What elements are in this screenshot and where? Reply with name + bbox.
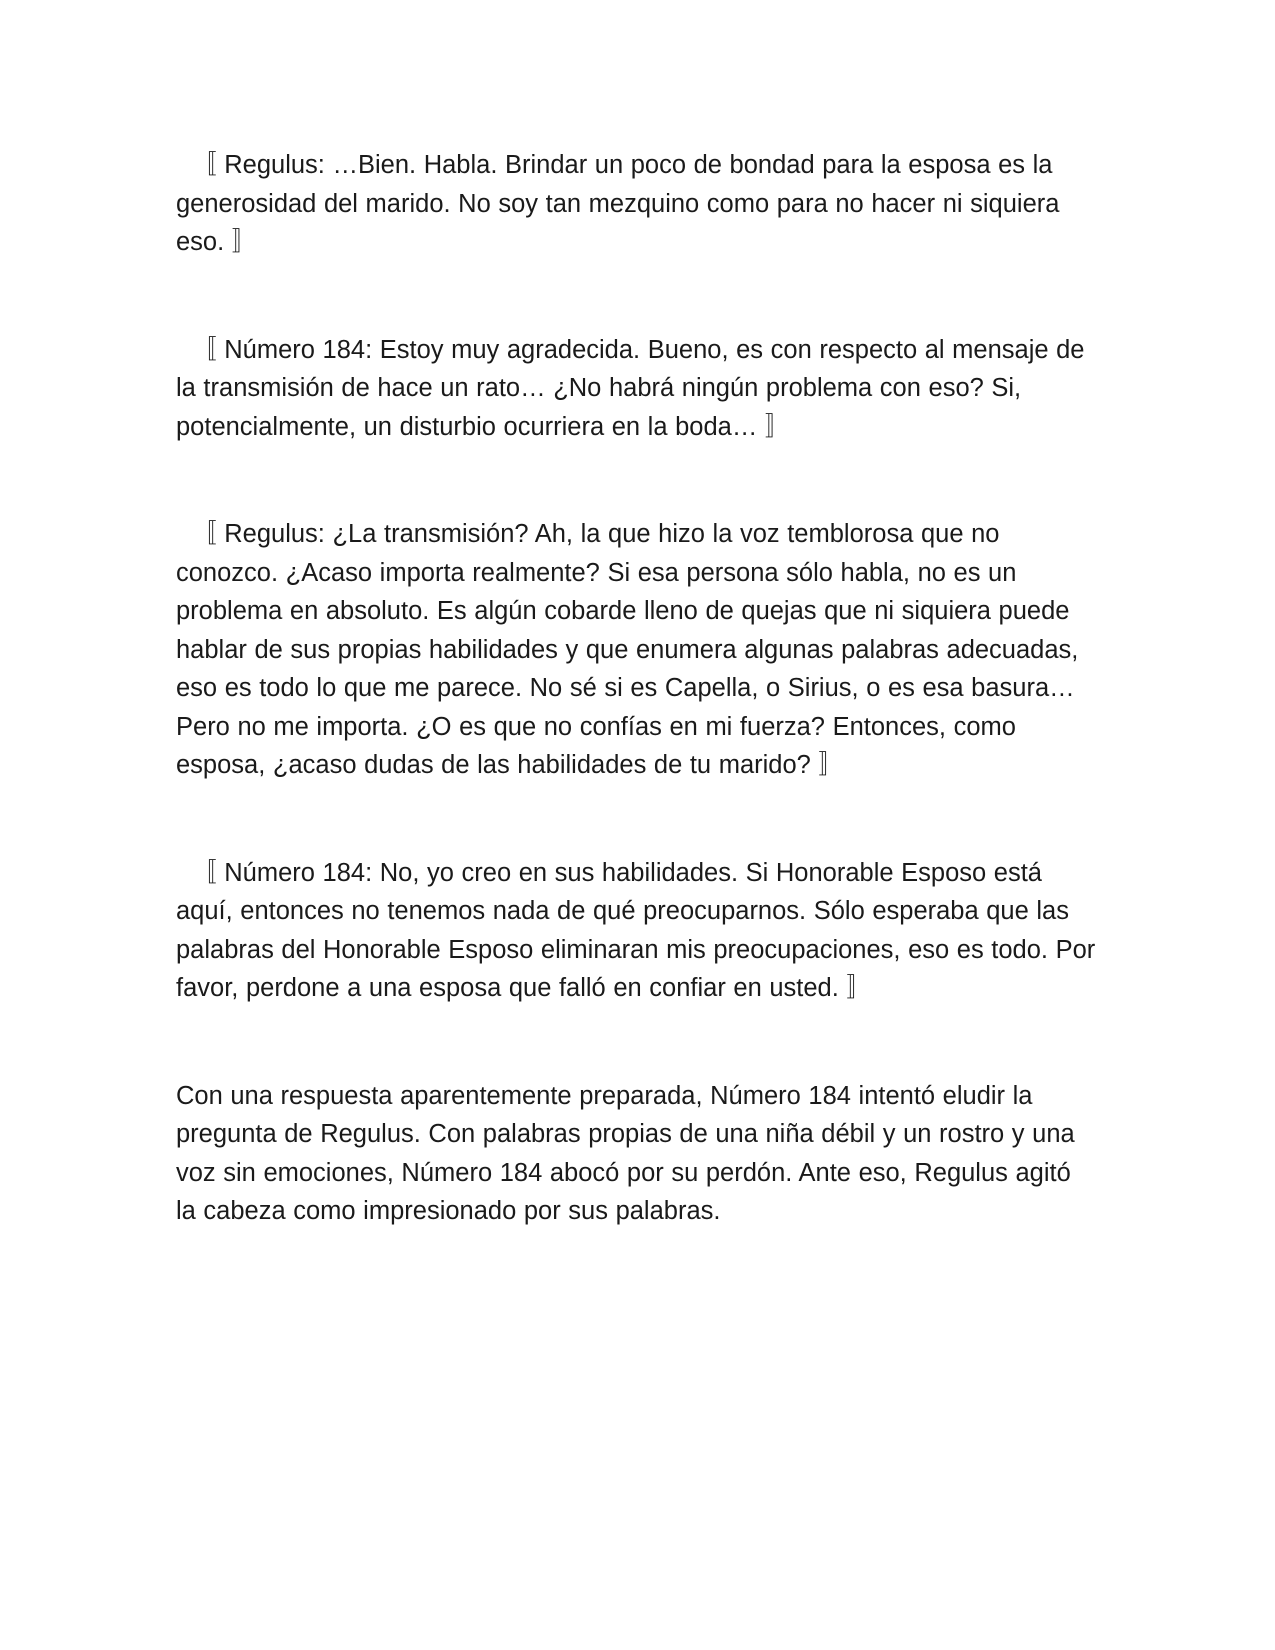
dialogue-paragraph-numero-184-1: 〚 Número 184: Estoy muy agradecida. Bueno, es con respecto al mensaje de la transmisión de hace un rato… ¿No habrá ningún problema con eso? Si, potencialmente, un disturbio ocurriera en la boda… 〛: [176, 335, 1085, 441]
dialogue-paragraph-regulus-1: 〚 Regulus: …Bien. Habla. Brindar un poco de bondad para la esposa es la generosidad del marido. No soy tan mezquino como para no hacer ni siquiera eso. 〛: [176, 151, 1060, 256]
dialogue-paragraph-numero-184-2: 〚 Número 184: No, yo creo en sus habilidades. Si Honorable Esposo está aquí, entonces no tenemos nada de qué preocuparnos. Sólo esperaba que las palabras del Honorable Esposo eliminaran mis preocupaciones, eso es todo. Por favor, perdone a una esposa que falló en confiar en usted. 〛: [176, 858, 1096, 1002]
document-body: [176, 146, 1096, 1231]
narration-paragraph: Con una respuesta aparentemente preparada, Número 184 intentó eludir la pregunta de Regulus. Con palabras propias de una niña débil y un rostro y una voz sin emociones, Número 184 abocó por su perdón. Ante eso, Regulus agitó la cabeza como impresionado por sus palabras.: [176, 1081, 1075, 1225]
dialogue-paragraph-regulus-2: 〚 Regulus: ¿La transmisión? Ah, la que hizo la voz temblorosa que no conozco. ¿Acaso importa realmente? Si esa persona sólo habla, no es un problema en absoluto. Es algún cobarde lleno de quejas que ni siquiera puede hablar de sus propias habilidades y que enumera algunas palabras adecuadas, eso es todo lo que me parece. No sé si es Capella, o Sirius, o es esa basura… Pero no me importa. ¿O es que no confías en mi fuerza? Entonces, como esposa, ¿acaso dudas de las habilidades de tu marido? 〛: [176, 520, 1079, 779]
